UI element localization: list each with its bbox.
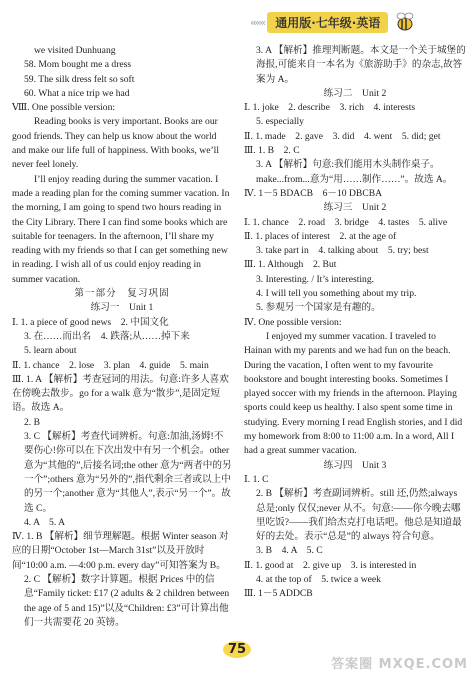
text-line: 5. 参观另一个国家是有趣的。	[256, 302, 381, 314]
section-heading: 第一部分 复习巩固	[74, 288, 170, 300]
text-line: Ⅰ. 1. C	[244, 473, 269, 485]
exercise-heading: 练习一 Unit 1	[90, 302, 154, 314]
text-line: Ⅷ. One possible version:	[12, 102, 116, 114]
text-line: Ⅱ. 1. chance 2. lose 3. plan 4. guide 5. main	[12, 359, 209, 371]
text-line: Ⅱ. 1. made 2. gave 3. did 4. went 5. did; get	[244, 130, 441, 142]
text-line: Ⅲ. 1. B 2. C	[244, 145, 300, 157]
text-line: 3. A 【解析】推理判断题。本文是一个关于城堡的海报,可能来自一本名为《旅游助手》的杂志,故答案为 A。	[256, 45, 466, 85]
right-column	[244, 44, 466, 602]
text-line: 3. C 【解析】考查代词辨析。句意:加油,汤姆!不要伤心!你可以在下次出发中有另一个机会。other 意为“其他的”,后接名词;the other 意为“两者中的另一个”;others 意为“另外的”,指代剩余三者或以上中的另一个;another 意为“其他人”,表示“另一个”。故选 C。	[24, 431, 232, 514]
header-arrows: «««	[250, 15, 265, 29]
exercise-heading: 练习二 Unit 2	[323, 87, 387, 99]
text-line: 60. What a nice trip we had	[24, 87, 130, 99]
text-line: Ⅳ. 1－5 BDACB 6－10 DBCBA	[244, 187, 383, 199]
text-line: Ⅱ. 1. good at 2. give up 3. is interested in	[244, 559, 417, 571]
watermark: 答案圈 MXQE.COM	[331, 657, 468, 672]
text-line: Ⅱ. 1. places of interest 2. at the age of	[244, 230, 397, 242]
text-line: Ⅳ. 1. B 【解析】细节理解题。根据 Winter season 对应的日期“October 1st—March 31st”以及开放时间“10:00 a.m. —4:00 p.m. every day”可知答案为 B。	[12, 531, 229, 571]
text-line: 58. Mom bought me a dress	[24, 59, 132, 71]
text-line: 4. I will tell you something about my trip.	[256, 288, 417, 300]
text-line: we visited Dunhuang	[34, 45, 116, 56]
page-header	[250, 10, 416, 34]
text-line: 3. Interesting. / It’s interesting.	[256, 273, 375, 285]
exercise-heading: 练习四 Unit 3	[323, 459, 387, 471]
exercise-heading: 练习三 Unit 2	[323, 202, 387, 214]
text-line: Ⅳ. One possible version:	[244, 316, 342, 328]
text-line: Ⅰ. 1. a piece of good news 2. 中国文化	[12, 316, 169, 328]
text-line: 2. B	[24, 416, 40, 428]
header-title: 通用版·七年级·英语	[267, 12, 388, 33]
text-line: 4. A 5. A	[24, 516, 66, 528]
text-line: Ⅲ. 1－5 ADDCB	[244, 588, 313, 600]
text-line: 3. B 4. A 5. C	[256, 545, 323, 557]
text-line: 3. take part in 4. talking about 5. try; best	[256, 245, 429, 257]
text-line: 59. The silk dress felt so soft	[24, 73, 135, 85]
text-line: 3. 在……而出名 4. 跌落;从……掉下来	[24, 330, 190, 342]
text-line: 2. B 【解析】考查副词辨析。still 还,仍然;always 总是;only 仅仅;never 从不。句意:——你今晚去哪里吃饭?——我们给杰克打电话吧。他总是知道最好的去处。表示“总是”的 always 符合句意。	[256, 488, 462, 543]
text-line: Ⅰ. 1. chance 2. road 3. bridge 4. tastes 5. alive	[244, 216, 448, 228]
text-line: 5. especially	[256, 116, 304, 128]
text-line: 3. A 【解析】句意:我们能用木头制作桌子。make...from...意为“用……制作……”。故选 A。	[256, 159, 453, 185]
text-line: Ⅲ. 1. Although 2. But	[244, 259, 337, 271]
essay-paragraph: I’ll enjoy reading during the summer vacation. I made a reading plan for the coming summer vacation. In the morning, I am going to spend two hours reading in the City Library. There I can find some books which are suitable for teenagers. In the afternoon, I’ll share my reading with my friends so that I can get something new in reading. I wish all of us could enjoy reading in summer vacation.	[12, 173, 230, 285]
text-line: 2. C 【解析】数字计算题。根据 Prices 中的信息“Family ticket: £17 (2 adults & 2 children between the age of 5 and 15)”以及“Children: £3”可计算出他们一共需要花 20 英镑。	[24, 573, 230, 628]
text-line: 5. learn about	[24, 345, 77, 357]
bee-icon	[394, 11, 416, 33]
page-number: 75	[223, 641, 251, 658]
text-line: Ⅰ. 1. joke 2. describe 3. rich 4. interests	[244, 102, 416, 114]
essay-paragraph: I enjoyed my summer vacation. I traveled to Hainan with my parents and we had fun on the beach. During the vacation, I often went to my favourite bookstore and bought interesting books. Sometimes I played soccer with my friends in the afternoon. Playing sports could keep us healthy. I also spent some time in studying. Every morning I read English stories, and I did my homework from 8:00 to 11:00 a.m. In a word, All I had a great summer vacation.	[244, 330, 463, 457]
left-column	[12, 44, 232, 630]
essay-paragraph: Reading books is very important. Books are our good friends. They can help us know about the world and make our life full of happiness. With books, we’ll never feel lonely.	[12, 116, 219, 171]
text-line: 4. at the top of 5. twice a week	[256, 573, 381, 585]
text-line: Ⅲ. 1. A 【解析】考查冠词的用法。句意:许多人喜欢在傍晚去散步。go for a walk 意为“散步”,是固定短语。故选 A。	[12, 373, 229, 414]
